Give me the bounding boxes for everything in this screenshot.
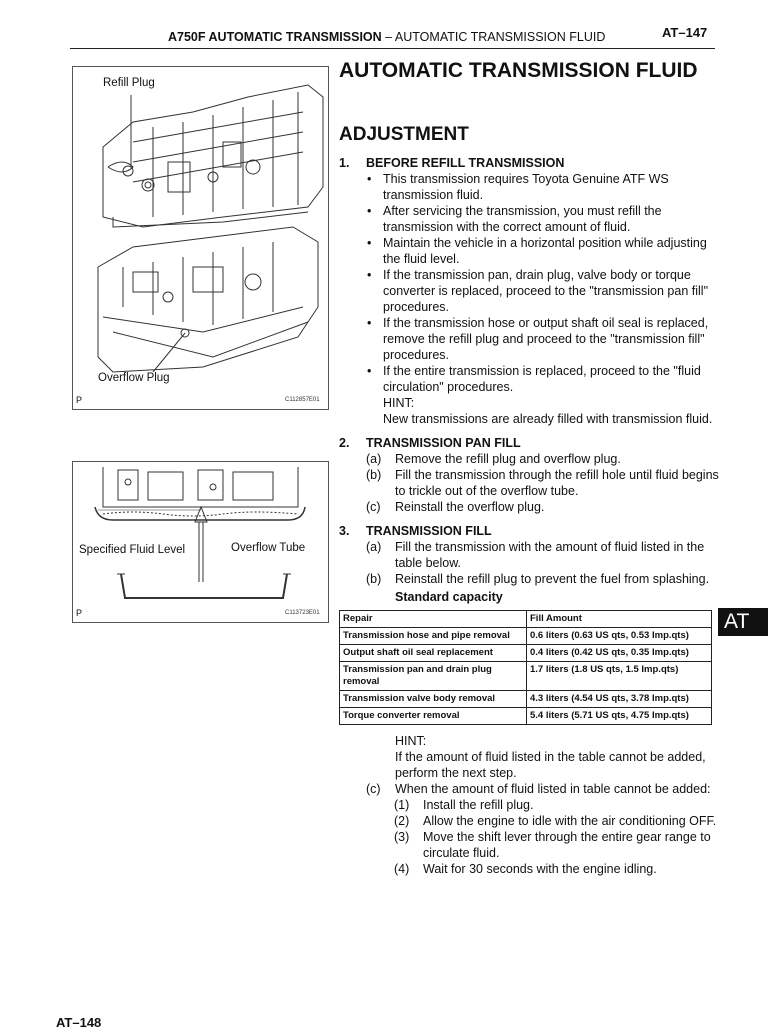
list-item: • If the transmission hose or output shaft oil seal is replaced, remove the refill plug and proceed to the "transmission fill" procedures.	[339, 315, 719, 363]
step-label: (1)	[394, 798, 410, 812]
figure-corner-mark: P	[76, 608, 83, 618]
section-number: 3.	[339, 524, 350, 538]
step-label: (a)	[366, 540, 382, 554]
table-header-cell: Fill Amount	[527, 611, 712, 628]
header-title-rest: AUTOMATIC TRANSMISSION FLUID	[394, 30, 606, 44]
figure-corner-mark: P	[76, 395, 83, 405]
hint-label: HINT:	[395, 734, 427, 748]
section-title-text: TRANSMISSION FILL	[366, 524, 492, 538]
step-text: Reinstall the refill plug to prevent the fuel from splashing.	[395, 572, 710, 586]
step-text: Wait for 30 seconds with the engine idling.	[423, 862, 657, 876]
step-label: (b)	[366, 572, 382, 586]
step-item	[339, 571, 719, 587]
substep-item	[339, 861, 719, 877]
table-row	[340, 691, 712, 708]
step-label: (2)	[394, 814, 410, 828]
table-cell: 0.6 liters (0.63 US qts, 0.53 Imp.qts)	[527, 628, 712, 645]
procedure-content	[339, 153, 719, 877]
step-label: (c)	[366, 782, 381, 796]
list-item: • Maintain the vehicle in a horizontal position while adjusting the fluid level.	[339, 235, 719, 267]
table-header-cell: Repair	[340, 611, 527, 628]
section-number: 1.	[339, 156, 350, 170]
step-item	[339, 499, 719, 515]
step-item	[339, 781, 719, 797]
table-cell: Torque converter removal	[340, 708, 527, 725]
table-cell: 5.4 liters (5.71 US qts, 4.75 Imp.qts)	[527, 708, 712, 725]
table-row	[340, 662, 712, 691]
table-cell: Transmission valve body removal	[340, 691, 527, 708]
table-title: Standard capacity	[395, 590, 503, 604]
list-item: • This transmission requires Toyota Genuine ATF WS transmission fluid.	[339, 171, 719, 203]
step-text: Fill the transmission through the refill hole until fluid begins to trickle out of the overflow tube.	[395, 468, 719, 498]
table-row	[340, 645, 712, 662]
label-overflow-tube: Overflow Tube	[231, 542, 306, 554]
step-text: Move the shift lever through the entire gear range to circulate fluid.	[423, 830, 711, 860]
label-specified-fluid-level: Specified Fluid Level	[79, 544, 186, 556]
table-row	[340, 708, 712, 725]
section-number: 2.	[339, 436, 350, 450]
header-title-bold: A750F AUTOMATIC TRANSMISSION	[168, 30, 382, 44]
section-title-text: TRANSMISSION PAN FILL	[366, 436, 521, 450]
step-label: (4)	[394, 862, 410, 876]
list-item: • After servicing the transmission, you must refill the transmission with the correct amount of fluid.	[339, 203, 719, 235]
table-header-row	[340, 611, 712, 628]
step-label: (b)	[366, 468, 382, 482]
table-cell: 1.7 liters (1.8 US qts, 1.5 Imp.qts)	[527, 662, 712, 691]
running-header	[168, 30, 605, 44]
section-1-title	[339, 155, 719, 171]
section-2-title	[339, 435, 719, 451]
step-text: Reinstall the overflow plug.	[395, 500, 545, 514]
hint-label: HINT:	[383, 396, 415, 410]
table-cell: Transmission pan and drain plug removal	[340, 662, 527, 691]
header-divider	[70, 48, 715, 49]
page-number: AT–147	[662, 25, 708, 40]
step-label: (3)	[394, 830, 410, 844]
list-item: • If the transmission pan, drain plug, valve body or torque converter is replaced, proceed to the "transmission pan fill" procedures.	[339, 267, 719, 315]
step-item	[339, 451, 719, 467]
figure-transmission-plugs	[72, 66, 329, 410]
table-cell: 4.3 liters (4.54 US qts, 3.78 Imp.qts)	[527, 691, 712, 708]
figure-code: C113723E01	[285, 610, 320, 616]
transmission-illustration	[73, 67, 328, 409]
step-text: When the amount of fluid listed in table cannot be added:	[395, 782, 711, 796]
table-row	[340, 628, 712, 645]
substep-item	[339, 829, 719, 861]
label-overflow-plug: Overflow Plug	[98, 372, 170, 384]
figure-fluid-level	[72, 461, 329, 623]
step-text: Install the refill plug.	[423, 798, 534, 812]
page-title: AUTOMATIC TRANSMISSION FLUID	[339, 59, 698, 82]
section-tab-at: AT	[718, 608, 768, 636]
step-item	[339, 467, 719, 499]
header-separator: –	[385, 30, 393, 44]
step-text: Allow the engine to idle with the air conditioning OFF.	[423, 814, 717, 828]
step-label: (a)	[366, 452, 382, 466]
table-cell: 0.4 liters (0.42 US qts, 0.35 Imp.qts)	[527, 645, 712, 662]
footer-page-number: AT–148	[56, 1015, 102, 1030]
step-text: Fill the transmission with the amount of fluid listed in the table below.	[395, 540, 705, 570]
step-label: (c)	[366, 500, 381, 514]
hint-text: New transmissions are already filled with transmission fluid.	[383, 412, 713, 426]
table-cell: Output shaft oil seal replacement	[340, 645, 527, 662]
section-heading-adjustment: ADJUSTMENT	[339, 124, 469, 145]
step-text: Remove the refill plug and overflow plug.	[395, 452, 621, 466]
step-item	[339, 539, 719, 571]
capacity-table	[339, 610, 712, 725]
figure-code: C112857E01	[285, 397, 320, 403]
section-3-title	[339, 523, 719, 539]
table-cell: Transmission hose and pipe removal	[340, 628, 527, 645]
substep-item	[339, 813, 719, 829]
substep-item	[339, 797, 719, 813]
label-refill-plug: Refill Plug	[103, 77, 155, 89]
list-item: • If the entire transmission is replaced, proceed to the "fluid circulation" procedures.	[339, 363, 719, 395]
hint-text: If the amount of fluid listed in the table cannot be added, perform the next step.	[395, 750, 706, 780]
section-title-text: BEFORE REFILL TRANSMISSION	[366, 156, 565, 170]
